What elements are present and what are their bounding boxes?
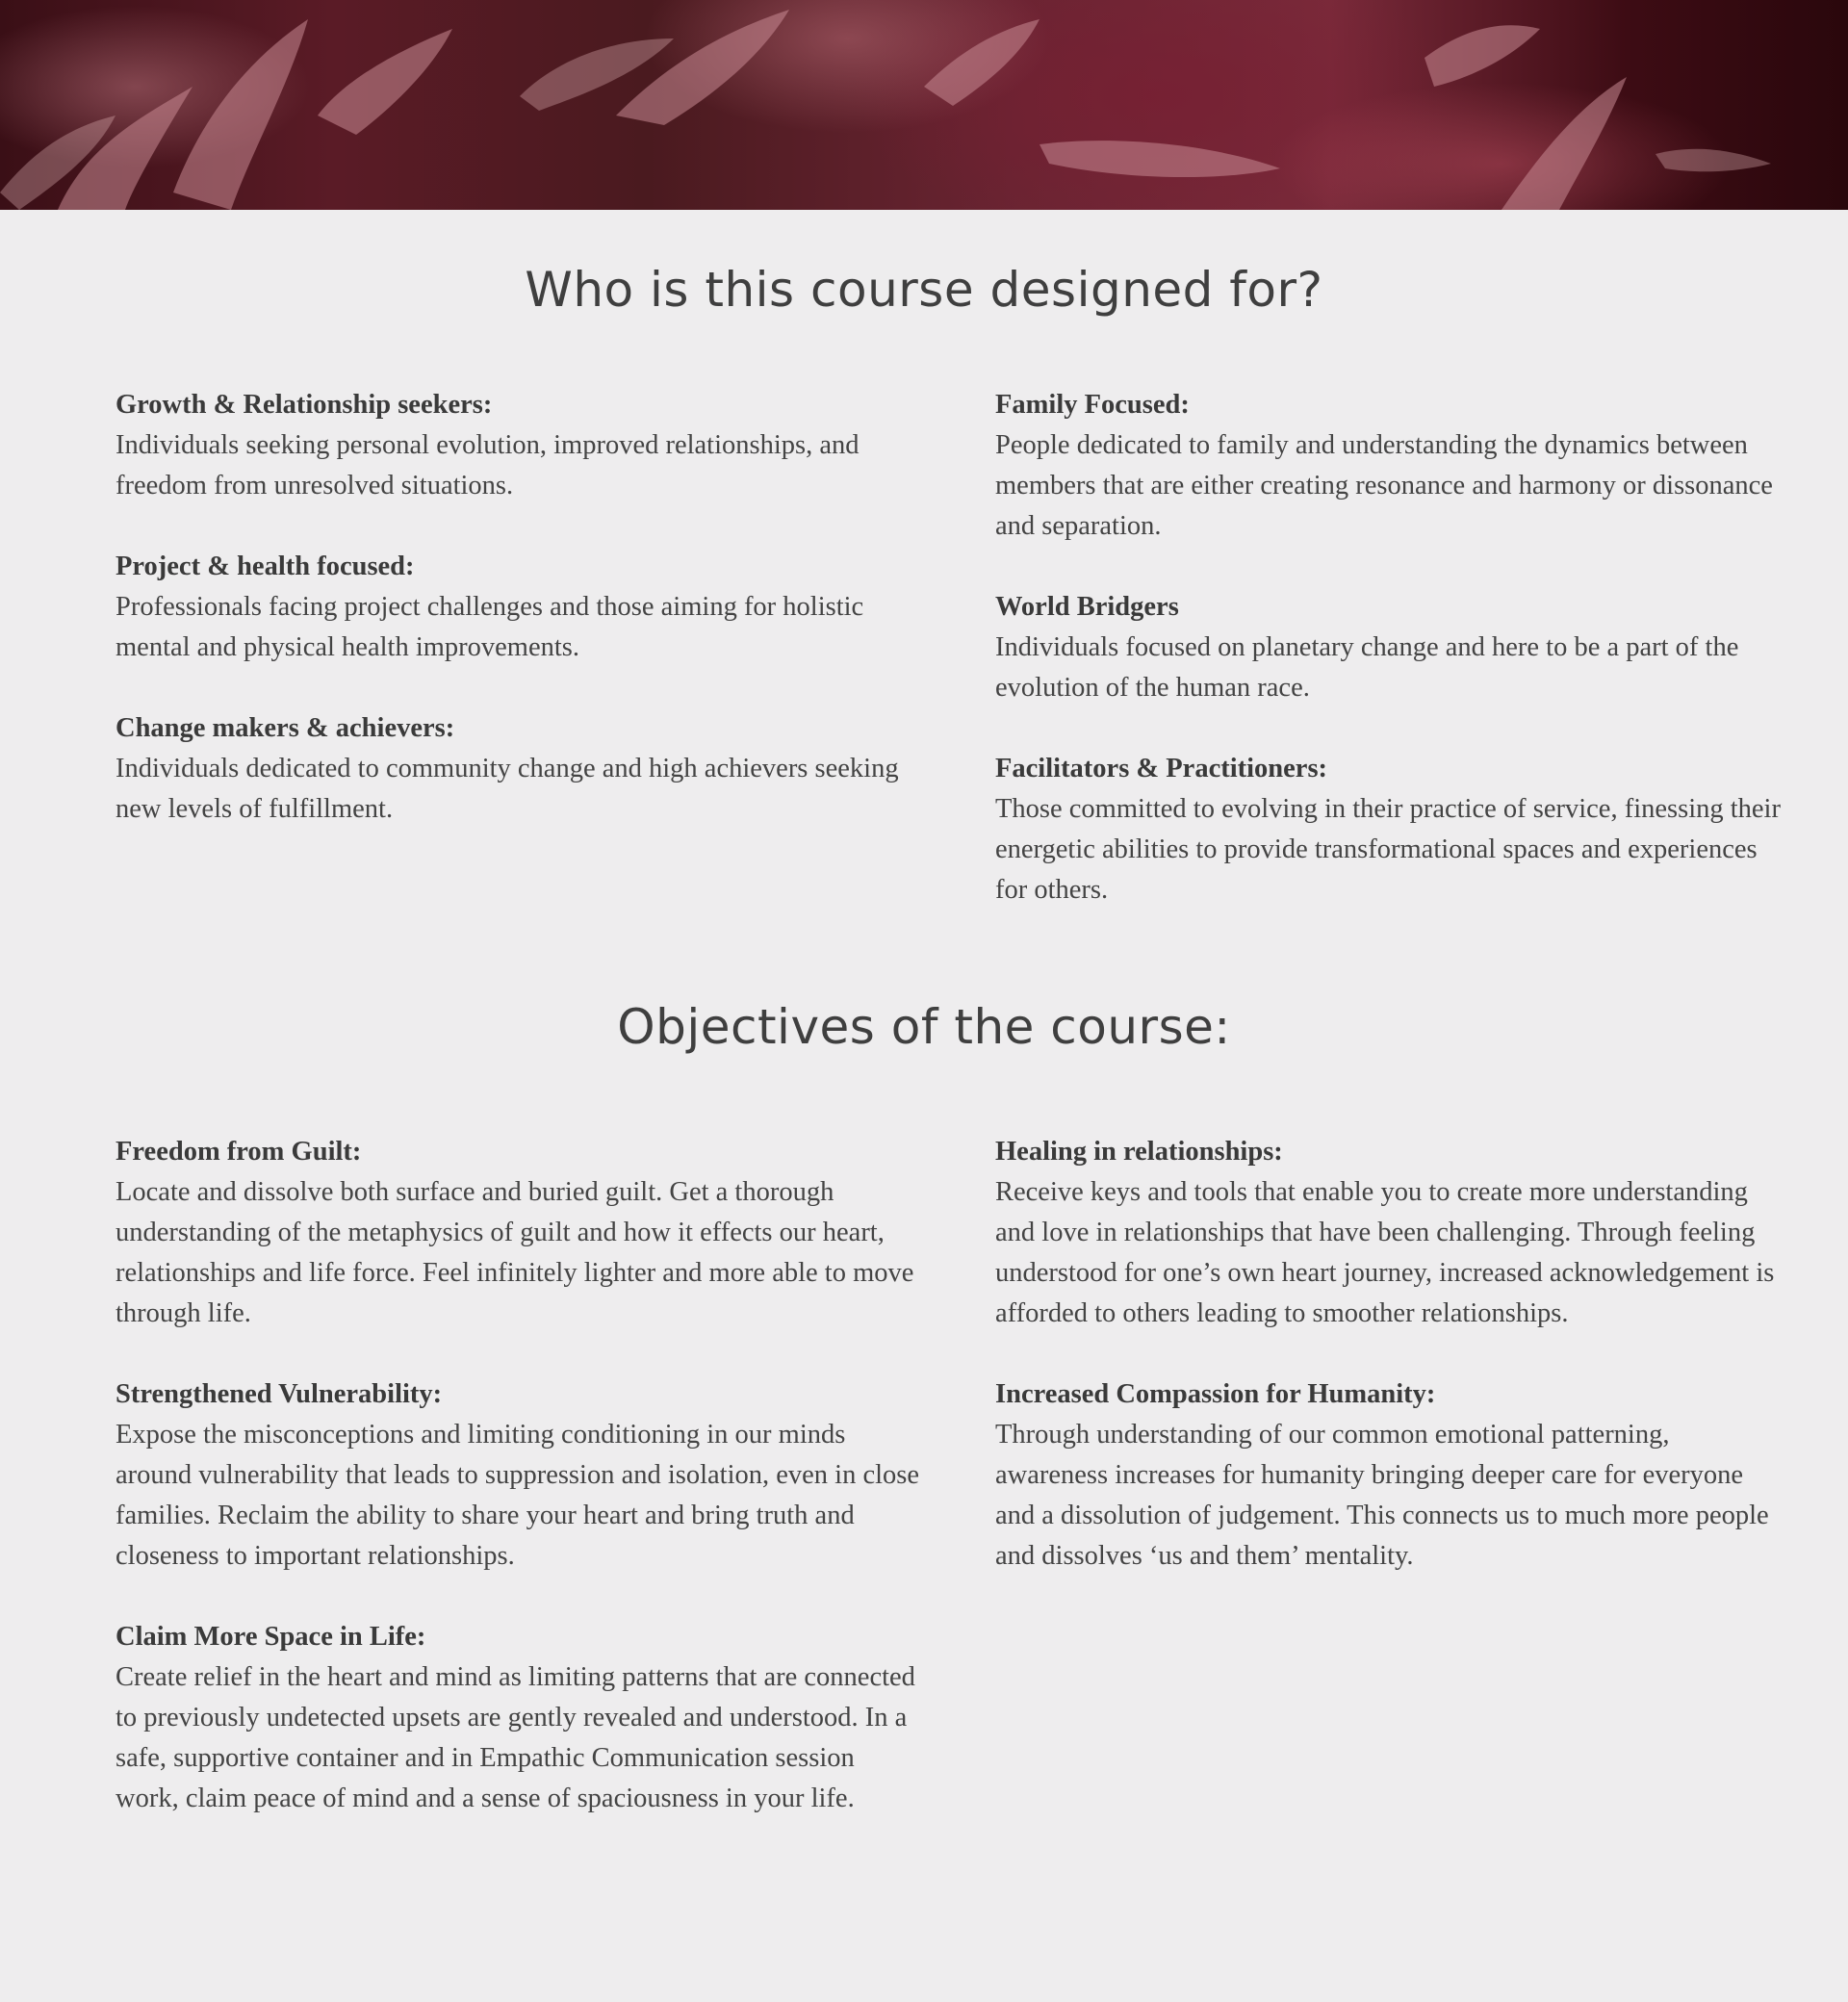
objectives-right-column bbox=[995, 1132, 1784, 1617]
petal-decoration bbox=[0, 0, 1848, 210]
audience-item bbox=[995, 587, 1784, 708]
objective-item-body: Receive keys and tools that enable you to create more understanding and love in relationships that have been challenging. Through feeling understood for one’s own heart journey, increased acknowledgement is afforded to others leading to smoother relationships. bbox=[995, 1177, 1775, 1328]
objective-item-body: Through understanding of our common emotional patterning, awareness increases for humanity bringing deeper care for everyone and a dissolution of judgement. This connects us to much more people and dissolves ‘us and them’ mentality. bbox=[995, 1420, 1769, 1571]
objective-item-heading: Strengthened Vulnerability: bbox=[116, 1379, 443, 1409]
hero-banner-image bbox=[0, 0, 1848, 210]
objective-item bbox=[116, 1374, 924, 1577]
audience-item-heading: Facilitators & Practitioners: bbox=[995, 754, 1328, 783]
audience-item-body: Those committed to evolving in their practice of service, finessing their energetic abilities to provide transformational spaces and experiences for others. bbox=[995, 794, 1781, 905]
audience-item bbox=[116, 385, 924, 506]
audience-item-heading: World Bridgers bbox=[995, 592, 1179, 622]
objective-item bbox=[116, 1617, 924, 1819]
objective-item bbox=[116, 1132, 924, 1334]
audience-section-title: Who is this course designed for? bbox=[525, 262, 1323, 318]
audience-item-body: People dedicated to family and understanding the dynamics between members that are either creating resonance and harmony or dissonance and separation. bbox=[995, 430, 1773, 541]
objective-item bbox=[995, 1374, 1784, 1577]
objective-item-heading: Increased Compassion for Humanity: bbox=[995, 1379, 1436, 1409]
audience-item bbox=[995, 749, 1784, 911]
audience-item bbox=[995, 385, 1784, 547]
audience-item-heading: Project & health focused: bbox=[116, 552, 415, 581]
objectives-section-title: Objectives of the course: bbox=[617, 999, 1231, 1055]
audience-item bbox=[116, 708, 924, 830]
audience-left-column bbox=[116, 385, 924, 870]
objective-item-heading: Claim More Space in Life: bbox=[116, 1622, 426, 1652]
objectives-left-column bbox=[116, 1132, 924, 1860]
audience-item-body: Individuals seeking personal evolution, improved relationships, and freedom from unresolved situations. bbox=[116, 430, 860, 500]
audience-item-body: Individuals dedicated to community change and high achievers seeking new levels of fulfillment. bbox=[116, 754, 899, 824]
objective-item-body: Expose the misconceptions and limiting conditioning in our minds around vulnerability that leads to suppression and isolation, even in close families. Reclaim the ability to share your heart and bring truth and closeness to important relationships. bbox=[116, 1420, 920, 1571]
audience-item-body: Professionals facing project challenges and those aiming for holistic mental and physical health improvements. bbox=[116, 592, 864, 662]
objective-item-heading: Freedom from Guilt: bbox=[116, 1137, 362, 1167]
audience-item bbox=[116, 547, 924, 668]
audience-right-column bbox=[995, 385, 1784, 951]
audience-item-body: Individuals focused on planetary change and here to be a part of the evolution of the human race. bbox=[995, 632, 1739, 703]
objective-item-body: Create relief in the heart and mind as limiting patterns that are connected to previously undetected upsets are gently revealed and understood. In a safe, supportive container and in Empathic Communication session work, claim peace of mind and a sense of spaciousness in your life. bbox=[116, 1662, 915, 1813]
objective-item bbox=[995, 1132, 1784, 1334]
audience-item-heading: Family Focused: bbox=[995, 390, 1190, 420]
audience-item-heading: Growth & Relationship seekers: bbox=[116, 390, 493, 420]
audience-item-heading: Change makers & achievers: bbox=[116, 713, 455, 743]
objective-item-body: Locate and dissolve both surface and buried guilt. Get a thorough understanding of the metaphysics of guilt and how it effects our heart, relationships and life force. Feel infinitely lighter and more able to move through life. bbox=[116, 1177, 914, 1328]
objective-item-heading: Healing in relationships: bbox=[995, 1137, 1283, 1167]
